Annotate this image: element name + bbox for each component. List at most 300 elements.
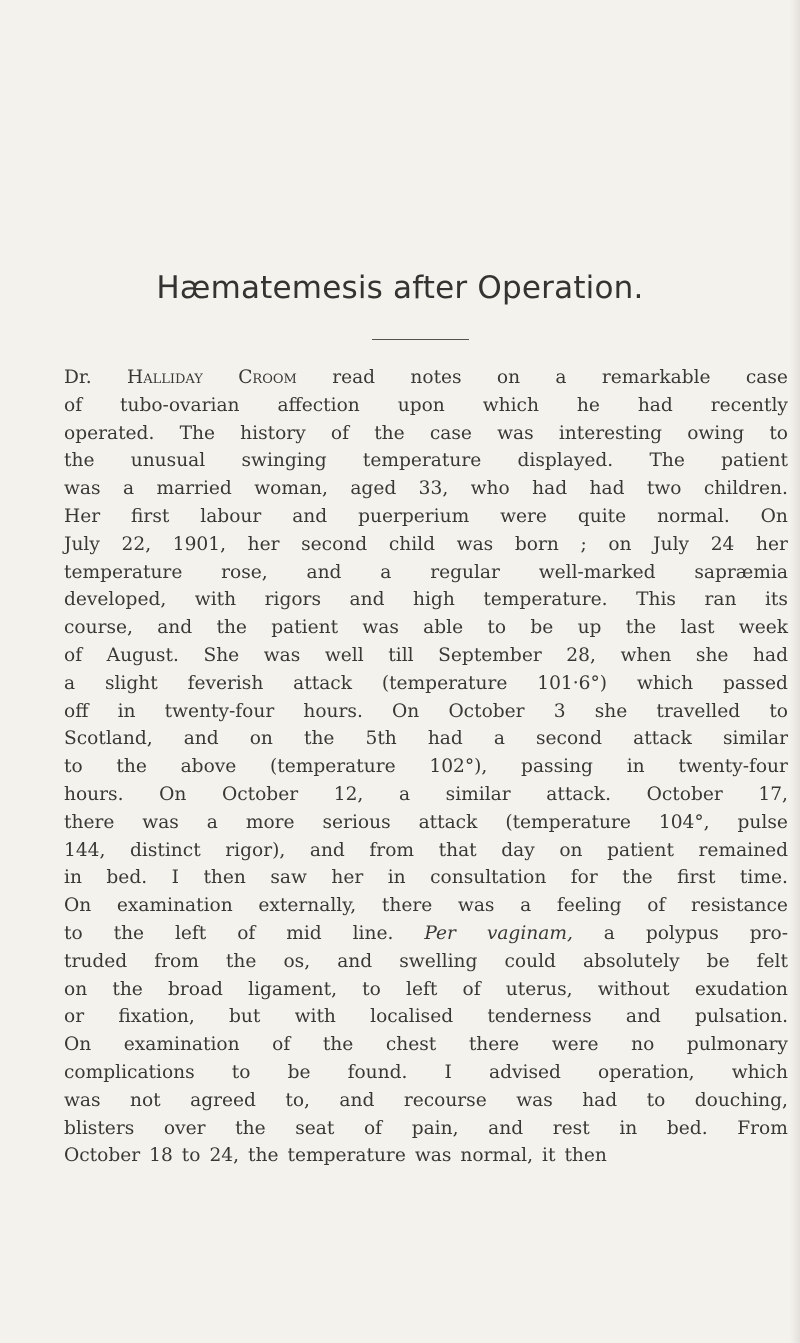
word: week [738,617,788,639]
text-line [64,364,788,392]
word: From [737,1117,788,1139]
word: when [620,644,672,666]
word: was [64,1089,101,1111]
word: attack [418,811,478,833]
word: 22, [121,533,152,555]
word: a [122,478,135,500]
word: affection [277,394,360,416]
word: resistance [691,895,788,917]
word: the [116,756,147,778]
word: children. [703,478,788,500]
word: course, [64,617,133,639]
word: case [745,367,788,388]
word: a [64,672,76,694]
word: bed. [666,1117,708,1139]
word: labour [200,505,262,527]
word: read [332,367,376,388]
word: to [769,422,788,444]
word: day [501,839,535,861]
word: similar [722,728,788,750]
word: married [156,478,232,500]
word: or [64,1006,85,1028]
word: a [555,367,567,388]
word: was [516,1089,553,1111]
word: and [349,589,385,611]
word: a [603,922,615,944]
word: October [646,783,723,805]
word: no [631,1034,655,1056]
word: rigors [264,589,321,611]
word: her [331,867,364,889]
word: Halliday [127,367,203,388]
word: swelling [399,950,478,972]
word: operation, [598,1061,695,1083]
text-line [64,892,788,920]
word: was [497,422,534,444]
word: well [324,644,364,666]
word: on [559,839,583,861]
text-line [64,447,788,475]
word: in [619,1117,638,1139]
word: left [174,922,207,944]
word: 24, [209,1145,240,1167]
word: had [582,1089,618,1111]
word: pulse [737,811,788,833]
word: the [64,450,95,472]
word: case [429,422,472,444]
word: first [677,867,716,889]
word: on [249,728,273,750]
word: of [64,394,83,416]
word: over [163,1117,206,1139]
text-line [64,642,788,670]
text-line [64,864,788,892]
word: on [64,978,88,1000]
word: the [235,1117,266,1139]
word: 101·6°) [537,672,608,694]
word: to [646,1089,666,1111]
word: On [159,783,187,805]
word: rose, [221,561,268,583]
word: (temperature [505,811,631,833]
word: sapræmia [694,561,788,583]
word: which [731,1061,788,1083]
word: uterus, [505,978,573,1000]
word: of [363,1117,383,1139]
word: 18 [149,1145,173,1167]
word: This [636,589,676,611]
word: absolutely [583,950,680,972]
word: chest [385,1034,437,1056]
word: till [388,644,414,666]
word: then [564,1145,607,1167]
word: was [457,895,495,917]
word: slight [104,672,158,694]
word: feeling [556,895,622,917]
word: temperature [64,561,183,583]
word: and [488,1117,524,1139]
word: hours. [303,700,363,722]
word: was [64,478,101,500]
word: her [756,533,788,555]
word: which [636,672,694,694]
word: 28, [566,644,596,666]
word: her [247,533,280,555]
word: agreed [190,1089,256,1111]
word: and [625,1006,661,1028]
word: with [294,1006,336,1028]
word: attack [293,672,352,694]
word: was [456,533,494,555]
page-title: Hæmatemesis after Operation. [156,270,644,306]
word: to [64,756,83,778]
word: but [229,1006,261,1028]
word: blisters [64,1117,135,1139]
word: The [179,422,215,444]
word: broad [167,978,223,1000]
word: were [500,505,547,527]
word: history [240,422,306,444]
word: without [597,978,670,1000]
word: (temperature [270,756,396,778]
word: Croom [238,367,297,388]
word: the [625,617,657,639]
word: which [482,394,539,416]
word: had [637,394,673,416]
word: could [504,950,556,972]
word: line. [352,922,394,944]
word: complications [64,1061,195,1083]
word: in [387,867,406,889]
text-line [64,725,788,753]
word: off [64,700,89,722]
word: recently [710,394,788,416]
word: from [369,839,415,861]
body-paragraph [64,364,788,1170]
word: from [154,950,199,972]
word: felt [756,950,788,972]
word: to, [285,1089,310,1111]
word: externally, [258,895,357,917]
word: examination [123,1034,240,1056]
word: and [337,950,373,972]
word: to [487,617,507,639]
word: to [362,978,381,1000]
word: patient [607,839,674,861]
word: for [570,867,598,889]
word: were [551,1034,599,1056]
text-line [64,1142,788,1170]
word: patient [721,450,788,472]
text-line [64,420,788,448]
word: of [647,895,666,917]
word: os, [283,950,311,972]
word: had [589,478,625,500]
text-line [64,698,788,726]
word: fixation, [118,1006,195,1028]
word: not [130,1089,161,1111]
word: 104°, [658,811,710,833]
word: passing [521,756,593,778]
word: remarkable [601,367,711,388]
word: 102°), [429,756,488,778]
word: examination [116,895,233,917]
word: truded [64,950,128,972]
word: attack. [546,783,611,805]
word: on [496,367,521,388]
word: temperature [287,1145,406,1167]
word: I [171,867,179,889]
word: swinging [241,450,327,472]
word: and [306,561,342,583]
word: rigor), [225,839,286,861]
word: tenderness [487,1006,592,1028]
word: then [203,867,246,889]
word: well-marked [538,561,656,583]
text-line [64,809,788,837]
word: Scotland, [64,728,153,750]
word: had [532,478,568,500]
text-line [64,392,788,420]
word: with [194,589,237,611]
word: The [649,450,685,472]
word: of [64,644,83,666]
word: interesting [558,422,662,444]
word: to [769,700,788,722]
word: (temperature [381,672,508,694]
word: she [594,700,628,722]
word: vaginam, [486,922,573,944]
word: September [438,644,542,666]
word: and [309,839,345,861]
word: and [183,728,219,750]
word: 3 [553,700,566,722]
word: displayed. [517,450,614,472]
word: She [203,644,240,666]
word: a [380,561,392,583]
word: 33, [418,478,449,500]
word: travelled [656,700,741,722]
word: the [248,1145,279,1167]
text-line [64,976,788,1004]
word: 12, [333,783,364,805]
word: more [245,811,295,833]
word: bed. [106,867,148,889]
word: 1901, [172,533,226,555]
text-line [64,531,788,559]
word: born [514,533,559,555]
word: normal. [657,505,730,527]
word: July [64,533,100,555]
word: the [225,950,257,972]
word: in [64,867,82,889]
word: hours. [64,783,124,805]
word: normal, [460,1145,534,1167]
word: on [608,533,632,555]
word: distinct [130,839,201,861]
word: saw [270,867,307,889]
word: above [180,756,237,778]
word: On [760,505,788,527]
word: attack [633,728,692,750]
word: On [392,700,420,722]
word: a [493,728,505,750]
word: of [462,978,481,1000]
word: and [339,1089,375,1111]
word: was [142,811,179,833]
word: Her [64,505,101,527]
word: notes [410,367,462,388]
word: was [414,1145,452,1167]
word: found. [347,1061,408,1083]
word: there [468,1034,520,1056]
word: the [374,422,405,444]
word: 5th [365,728,397,750]
word: douching, [694,1089,788,1111]
text-line [64,1031,788,1059]
word: the [113,922,145,944]
title-rule [372,339,469,340]
text-line [64,1115,788,1143]
word: be [287,1061,311,1083]
word: quite [577,505,627,527]
word: the [303,728,335,750]
word: 17, [758,783,788,805]
word: its [764,589,788,611]
word: exudation [694,978,788,1000]
word: be [706,950,730,972]
word: the [112,978,143,1000]
word: second [536,728,603,750]
text-line [64,559,788,587]
word: of [237,922,256,944]
word: temperature [362,450,482,472]
text-line [64,1059,788,1087]
word: time. [739,867,788,889]
word: was [362,617,399,639]
word: puerperium [358,505,470,527]
word: mid [286,922,322,944]
word: second [301,533,368,555]
word: of [272,1034,291,1056]
word: pain, [411,1117,459,1139]
word: operated. [64,422,155,444]
word: that [438,839,477,861]
text-line [64,1087,788,1115]
word: who [470,478,510,500]
word: to [181,1145,201,1167]
text-line [64,948,788,976]
word: able [423,617,464,639]
word: to [231,1061,251,1083]
word: the [322,1034,354,1056]
word: of [330,422,349,444]
word: I [444,1061,452,1083]
word: and [292,505,328,527]
word: a [520,895,532,917]
word: twenty-four [678,756,788,778]
word: regular [430,561,500,583]
word: he [576,394,600,416]
word: it [542,1145,556,1167]
word: twenty-four [164,700,275,722]
word: had [427,728,463,750]
word: polypus [645,922,719,944]
word: last [680,617,715,639]
word: ligament, [248,978,337,1000]
word: up [577,617,602,639]
word: first [131,505,170,527]
word: Dr. [64,367,92,388]
page-edge [790,0,800,1343]
word: unusual [130,450,206,472]
text-line [64,475,788,503]
word: she [695,644,729,666]
word: On [64,895,92,917]
text-line [64,614,788,642]
word: similar [445,783,511,805]
word: ; [580,533,587,555]
word: temperature. [483,589,608,611]
word: had [753,644,788,666]
word: remained [698,839,788,861]
word: pro- [749,922,788,944]
word: advised [489,1061,561,1083]
word: developed, [64,589,167,611]
word: in [117,700,136,722]
word: rest [552,1117,590,1139]
word: pulmonary [686,1034,788,1056]
word: a [206,811,218,833]
word: in [626,756,645,778]
word: feverish [187,672,264,694]
word: 144, [64,839,106,861]
word: August. [106,644,179,666]
word: there [381,895,433,917]
word: owing [687,422,745,444]
word: July [653,533,690,555]
word: October [64,1145,141,1167]
text-line [64,781,788,809]
word: high [413,589,455,611]
word: tubo-ovarian [120,394,240,416]
word: and [157,617,193,639]
word: consultation [430,867,547,889]
text-line [64,837,788,865]
word: child [388,533,436,555]
word: recourse [403,1089,487,1111]
word: a [398,783,411,805]
word: be [530,617,554,639]
text-line [64,670,788,698]
word: October [448,700,525,722]
text-line [64,920,788,948]
word: the [622,867,653,889]
word: the [216,617,247,639]
word: two [646,478,682,500]
word: seat [295,1117,335,1139]
word: serious [322,811,391,833]
word: localised [370,1006,454,1028]
word: 24 [710,533,735,555]
word: was [263,644,301,666]
word: Per [424,922,456,944]
word: there [64,811,115,833]
text-line [64,1003,788,1031]
word: aged [350,478,397,500]
word: to [64,922,83,944]
word: On [64,1034,92,1056]
